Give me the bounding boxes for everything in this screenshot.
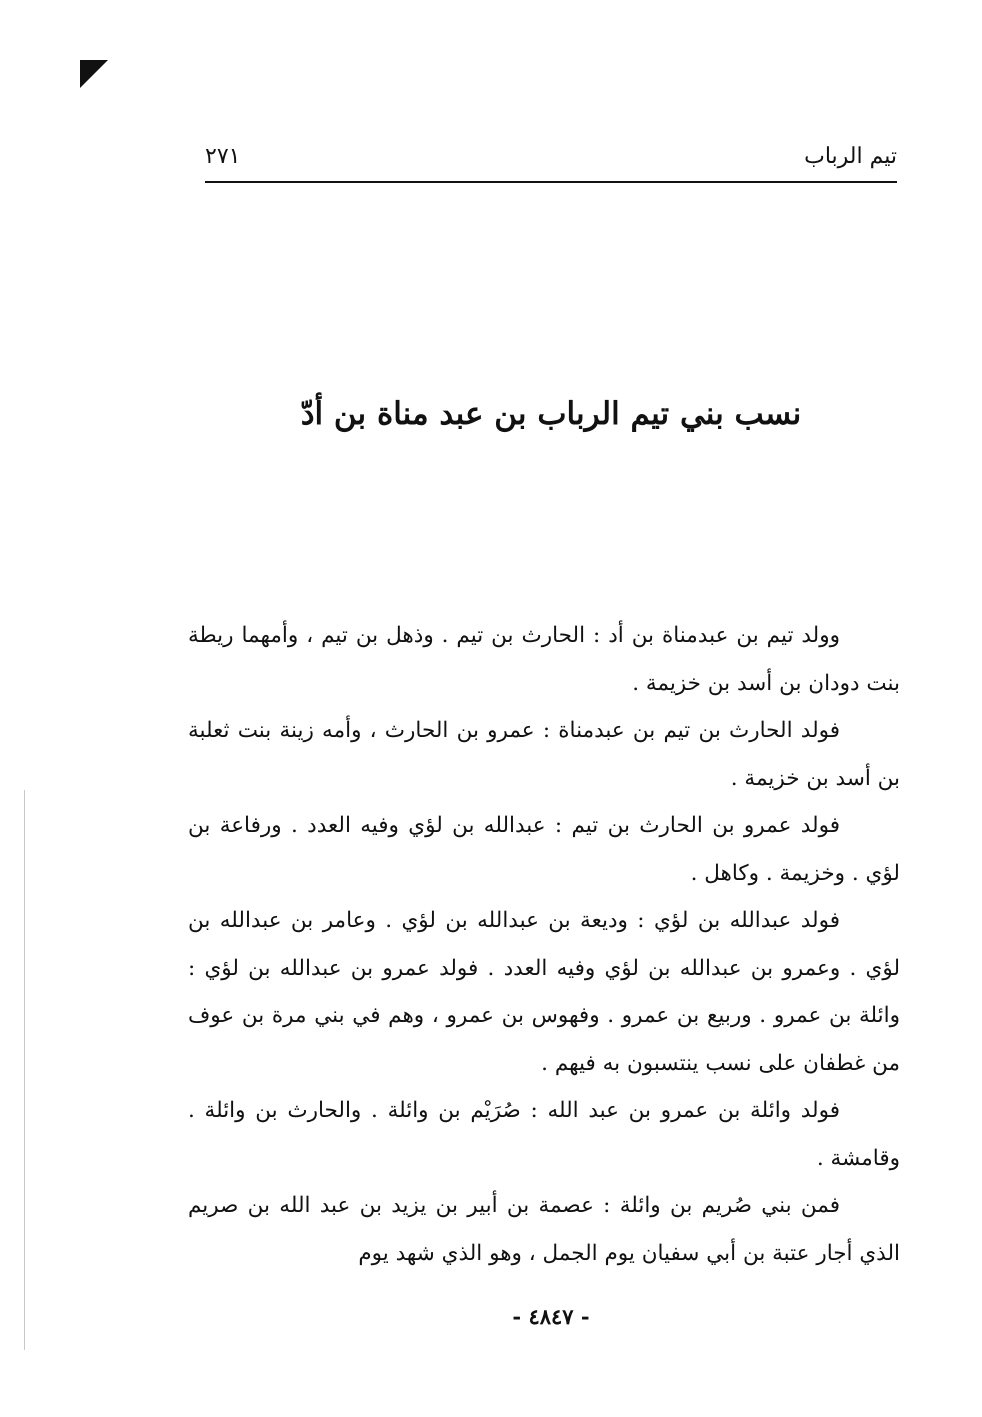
paragraph: وولد تيم بن عبدمناة بن أد : الحارث بن تيم . وذهل بن تيم ، وأمهما ريطة بنت دودان بن أسد بن خزيمة . — [188, 623, 900, 696]
running-header — [205, 138, 897, 186]
header-rule — [205, 181, 897, 183]
chapter-title: نسب بني تيم الرباب بن عبد مناة بن أدّ — [300, 396, 802, 432]
folio-number: - ٤٨٤٧ - — [512, 1304, 590, 1329]
paragraph: فولد عمرو بن الحارث بن تيم : عبدالله بن لؤي وفيه العدد . ورفاعة بن لؤي . وخزيمة . وكاهل . — [188, 813, 900, 886]
paragraph: فمن بني صُريم بن وائلة : عصمة بن أبير بن يزيد بن عبد الله بن صريم الذي أجار عتبة بن أبي سفيان يوم الجمل ، وهو الذي شهد يوم — [188, 1193, 900, 1266]
corner-crop-mark-icon — [80, 58, 110, 88]
paragraph: فولد الحارث بن تيم بن عبدمناة : عمرو بن الحارث ، وأمه زينة بنت ثعلبة بن أسد بن خزيمة . — [188, 718, 900, 791]
running-title: تيم الرباب — [804, 144, 897, 169]
scan-edge-line — [24, 790, 25, 1350]
paragraph: فولد عبدالله بن لؤي : وديعة بن عبدالله بن لؤي . وعامر بن عبدالله بن لؤي . وعمرو بن عبدالله بن لؤي وفيه العدد . فولد عمرو بن عبدالله بن لؤي : وائلة بن عمرو . وربيع بن عمرو . وفهوس بن عمرو ، وهم في بني مرة بن عوف من غطفان على نسب ينتسبون به فيهم . — [188, 908, 900, 1076]
page-number: ٢٧١ — [205, 144, 241, 169]
paragraph: فولد وائلة بن عمرو بن عبد الله : صُرَيْم بن وائلة . والحارث بن وائلة . وقامشة . — [188, 1098, 900, 1171]
body-text — [188, 612, 900, 1277]
